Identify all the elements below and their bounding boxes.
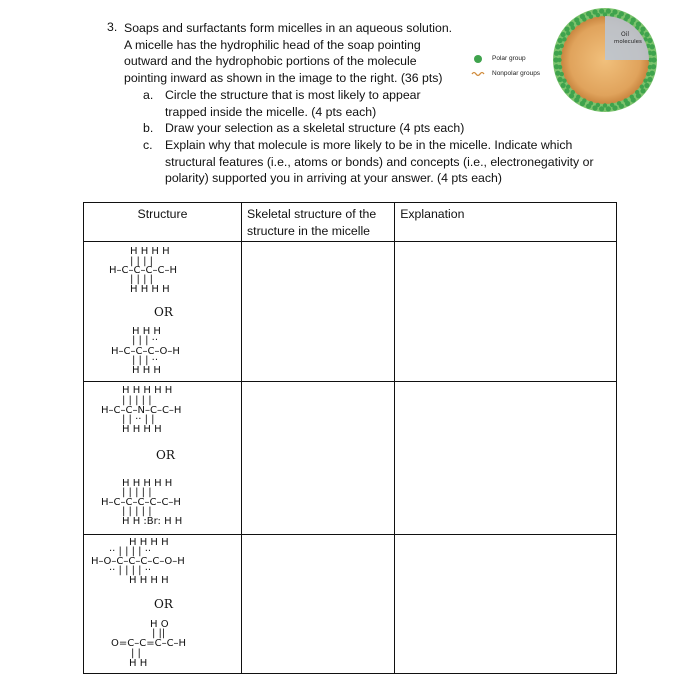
polar-head	[640, 88, 645, 93]
polar-head	[576, 95, 580, 99]
svg-text:H H H H: H H H H	[130, 246, 170, 257]
part-c	[143, 137, 594, 187]
or-label: OR	[156, 448, 175, 462]
part-a-label: a.	[143, 88, 154, 102]
svg-text:H H H: H H H	[132, 326, 161, 337]
part-b	[143, 120, 464, 137]
skeletal-answer-cell[interactable]	[242, 382, 395, 535]
polar-head	[647, 77, 652, 82]
svg-text:| | | | |: | | | | |	[122, 487, 152, 498]
polar-head	[562, 78, 566, 82]
answer-table	[83, 202, 617, 674]
svg-text:| | | |: | | | |	[130, 274, 154, 285]
svg-text:H H H H: H H H H	[130, 284, 170, 295]
nonpolar-group-icon	[472, 73, 484, 76]
svg-text:| ||: | ||	[152, 628, 166, 639]
polar-head	[617, 101, 621, 105]
svg-text:| |: | |	[131, 648, 141, 659]
polar-head	[557, 58, 561, 62]
header-skeletal-line: structure in the micelle	[247, 223, 371, 238]
svg-text:H H H H H: H H H H H	[122, 385, 173, 396]
svg-text:H–C–C–C–C–H: H–C–C–C–C–H	[109, 265, 177, 276]
butanediol-structure	[91, 537, 185, 586]
svg-text:H O: H O	[150, 619, 169, 630]
structure-pair-3	[84, 535, 241, 670]
svg-text:H H H H: H H H H	[122, 424, 162, 435]
intro-line: A micelle has the hydrophilic head of the soap pointing	[124, 37, 421, 52]
polar-head	[555, 71, 560, 76]
butane-structure	[109, 246, 177, 295]
header-skeletal-line: Skeletal structure of the	[247, 207, 377, 221]
polar-head	[596, 13, 600, 17]
diethylamine-structure	[101, 385, 181, 435]
structure-cell-2	[84, 382, 242, 535]
polar-head	[650, 71, 655, 76]
polar-head	[582, 17, 586, 21]
polar-head	[623, 98, 627, 102]
svg-text:H H :Br: H H: H H :Br: H H	[122, 516, 183, 527]
polar-head	[650, 44, 655, 49]
polar-head	[558, 51, 562, 55]
polar-head	[571, 26, 575, 30]
svg-text:H–C–C–N–C–C–H: H–C–C–N–C–C–H	[101, 405, 182, 416]
explanation-answer-cell[interactable]	[395, 382, 617, 535]
polar-head	[644, 83, 649, 88]
svg-text:| | | ··: | | | ··	[132, 355, 159, 366]
explanation-answer-cell[interactable]	[395, 242, 617, 382]
part-b-line: Draw your selection as a skeletal structure (4 pts each)	[165, 121, 465, 135]
polar-head	[557, 77, 562, 82]
polar-head	[561, 83, 566, 88]
legend-icons	[470, 52, 486, 82]
svg-text:| | | ··: | | | ··	[132, 335, 159, 346]
svg-text:| | | | |: | | | | |	[122, 506, 152, 517]
svg-text:H H H H: H H H H	[129, 575, 169, 586]
bromopentane-structure	[101, 478, 182, 527]
svg-text:H–C–C–C–O–H: H–C–C–C–O–H	[111, 346, 180, 357]
table-row	[84, 242, 617, 382]
svg-text:·· | | | | ··: ·· | | | | ··	[109, 546, 152, 557]
polar-head	[582, 98, 586, 102]
skeletal-answer-cell[interactable]	[242, 242, 395, 382]
polar-head	[643, 78, 647, 82]
polar-head	[564, 26, 569, 31]
structure-cell-3	[84, 535, 242, 674]
polar-head	[640, 26, 645, 31]
svg-text:O=C–C=C–C–H: O=C–C=C–C–H	[111, 638, 187, 649]
polar-head	[648, 65, 652, 69]
table-row	[84, 382, 617, 535]
polar-head	[561, 32, 566, 37]
svg-text:·· | | | | ··: ·· | | | | ··	[109, 565, 152, 576]
svg-text:H H H: H H H	[132, 365, 161, 376]
svg-text:| | | |: | | | |	[130, 256, 154, 267]
header-skeletal	[242, 203, 395, 242]
intro-line: Soaps and surfactants form micelles in an aqueous solution.	[124, 21, 453, 35]
polar-head	[560, 72, 564, 76]
polar-head	[646, 72, 650, 76]
polar-head	[566, 31, 570, 35]
polar-head	[571, 90, 575, 94]
polar-head	[644, 32, 649, 37]
ketoaldehyde-structure	[111, 619, 186, 669]
svg-text:H H H H H: H H H H H	[122, 478, 173, 489]
structure-pair-2	[84, 382, 241, 531]
propanol-structure	[111, 326, 180, 376]
polar-group-icon	[474, 55, 482, 63]
polar-head	[562, 37, 566, 41]
core-label-oil: Oil	[621, 31, 630, 38]
structure-cell-1	[84, 242, 242, 382]
polar-head	[555, 44, 560, 49]
legend-polar: Polar group	[492, 55, 526, 62]
polar-head	[596, 103, 600, 107]
part-c-label: c.	[143, 138, 153, 152]
intro-line: outward and the hydrophobic portions of the molecule	[124, 54, 417, 69]
polar-head	[630, 95, 634, 99]
polar-head	[576, 21, 580, 25]
polar-head	[610, 103, 614, 107]
question-intro	[124, 20, 469, 86]
part-a-line: trapped inside the micelle. (4 pts each)	[165, 104, 377, 119]
svg-text:H–C–C–C–C–C–H: H–C–C–C–C–C–H	[101, 497, 181, 508]
legend-nonpolar: Nonpolar groups	[492, 70, 541, 77]
question-number: 3.	[107, 20, 118, 34]
intro-line: pointing inward as shown in the image to the right. (36 pts)	[124, 70, 443, 85]
core-label-molecules: molecules	[614, 39, 642, 45]
polar-head	[635, 90, 639, 94]
polar-head	[589, 101, 593, 105]
polar-head	[558, 65, 562, 69]
part-c-line: structural features (i.e., atoms or bonds) and concepts (i.e., electronegativity or	[165, 154, 594, 169]
polar-head	[589, 15, 593, 19]
svg-text:| | | | |: | | | | |	[122, 395, 152, 406]
svg-text:H H H H: H H H H	[129, 537, 169, 548]
svg-text:H H: H H	[129, 658, 148, 669]
svg-text:H–O–C–C–C–C–O–H: H–O–C–C–C–C–O–H	[91, 556, 185, 567]
oil-cutaway	[605, 16, 649, 60]
skeletal-answer-cell[interactable]	[242, 535, 395, 674]
micelle-diagram	[551, 6, 659, 114]
header-explanation: Explanation	[395, 203, 617, 242]
structure-pair-1	[84, 242, 241, 378]
or-label: OR	[154, 597, 173, 611]
explanation-answer-cell[interactable]	[395, 535, 617, 674]
table-row	[84, 535, 617, 674]
polar-head	[564, 88, 569, 93]
or-label: OR	[154, 305, 173, 319]
polar-head	[647, 38, 652, 43]
part-a-line: Circle the structure that is most likely to appear	[165, 88, 421, 102]
part-c-line: polarity) supported you in arriving at your answer. (4 pts each)	[165, 171, 502, 186]
part-a	[143, 87, 421, 120]
polar-head	[557, 38, 562, 43]
polar-head	[603, 103, 607, 107]
table-header-row	[84, 203, 617, 242]
header-structure: Structure	[84, 203, 242, 242]
polar-head	[640, 85, 644, 89]
svg-text:| | ·· | |: | | ·· | |	[122, 414, 155, 425]
polar-head	[566, 85, 570, 89]
polar-head	[560, 44, 564, 48]
part-b-label: b.	[143, 121, 154, 135]
part-c-line: Explain why that molecule is more likely to be in the micelle. Indicate which	[165, 138, 573, 152]
